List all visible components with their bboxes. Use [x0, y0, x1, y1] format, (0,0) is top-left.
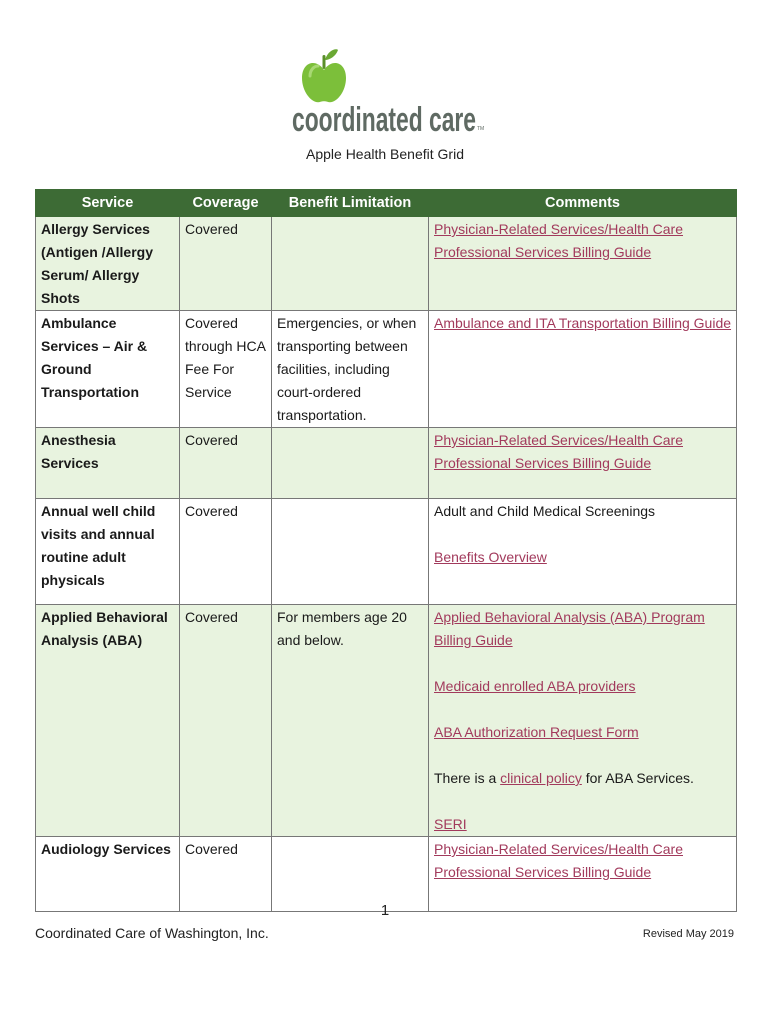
- table-row: [36, 499, 737, 605]
- coordinated-care-logo: [290, 46, 490, 146]
- service-cell: Anesthesia Services: [36, 428, 180, 499]
- policy-text-after: for ABA Services.: [581, 770, 694, 786]
- aba-providers-link[interactable]: Medicaid enrolled ABA providers: [434, 678, 636, 694]
- table-row: [36, 311, 737, 428]
- comments-cell: [429, 311, 737, 428]
- limitation-cell: [272, 499, 429, 605]
- coverage-cell: Covered: [180, 605, 272, 837]
- billing-guide-link[interactable]: Physician-Related Services/Health Care Professional Services Billing Guide: [434, 221, 683, 260]
- footer-company: Coordinated Care of Washington, Inc.: [35, 925, 269, 941]
- column-header-coverage: Coverage: [180, 190, 272, 217]
- column-header-benefit-limitation: Benefit Limitation: [272, 190, 429, 217]
- ambulance-billing-guide-link[interactable]: Ambulance and ITA Transportation Billing Guide: [434, 315, 732, 331]
- billing-guide-link[interactable]: Physician-Related Services/Health Care Professional Services Billing Guide: [434, 841, 683, 880]
- service-cell: Allergy Services (Antigen /Allergy Serum/ Allergy Shots: [36, 217, 180, 311]
- table-row: [36, 837, 737, 912]
- coverage-cell: Covered: [180, 428, 272, 499]
- limitation-cell: [272, 837, 429, 912]
- comments-cell: [429, 428, 737, 499]
- service-cell: Applied Behavioral Analysis (ABA): [36, 605, 180, 837]
- service-cell: Audiology Services: [36, 837, 180, 912]
- coverage-cell: Covered: [180, 217, 272, 311]
- limitation-cell: Emergencies, or when transporting between facilities, including court-ordered transportation.: [272, 311, 429, 428]
- aba-authorization-form-link[interactable]: ABA Authorization Request Form: [434, 724, 639, 740]
- document-subtitle: Apple Health Benefit Grid: [306, 146, 464, 162]
- comments-cell: [429, 837, 737, 912]
- benefit-grid-table: [35, 189, 737, 912]
- service-cell: Ambulance Services – Air & Ground Transportation: [36, 311, 180, 428]
- coverage-cell: Covered through HCA Fee For Service: [180, 311, 272, 428]
- billing-guide-link[interactable]: Physician-Related Services/Health Care Professional Services Billing Guide: [434, 432, 683, 471]
- aba-billing-guide-link[interactable]: Applied Behavioral Analysis (ABA) Program Billing Guide: [434, 609, 705, 648]
- table-row: [36, 605, 737, 837]
- page-number: 1: [380, 902, 390, 919]
- footer-revised-date: Revised May 2019: [642, 928, 734, 940]
- policy-text-before: There is a: [434, 770, 501, 786]
- logo-trademark: TM: [477, 126, 485, 132]
- column-header-service: Service: [36, 190, 180, 217]
- limitation-cell: [272, 217, 429, 311]
- seri-link[interactable]: SERI: [434, 816, 467, 832]
- comment-text: Adult and Child Medical Screenings: [434, 503, 656, 519]
- comments-cell: [429, 217, 737, 311]
- table-row: [36, 217, 737, 311]
- benefits-overview-link[interactable]: Benefits Overview: [434, 549, 547, 565]
- table-row: [36, 428, 737, 499]
- limitation-cell: [272, 428, 429, 499]
- coverage-cell: Covered: [180, 837, 272, 912]
- column-header-comments: Comments: [429, 190, 737, 217]
- table-header-row: [36, 190, 737, 217]
- logo-wordmark: coordinated care: [292, 101, 476, 139]
- comments-cell: [429, 605, 737, 837]
- limitation-cell: For members age 20 and below.: [272, 605, 429, 837]
- clinical-policy-link[interactable]: clinical policy: [500, 770, 582, 786]
- comments-cell: [429, 499, 737, 605]
- service-cell: Annual well child visits and annual routine adult physicals: [36, 499, 180, 605]
- coverage-cell: Covered: [180, 499, 272, 605]
